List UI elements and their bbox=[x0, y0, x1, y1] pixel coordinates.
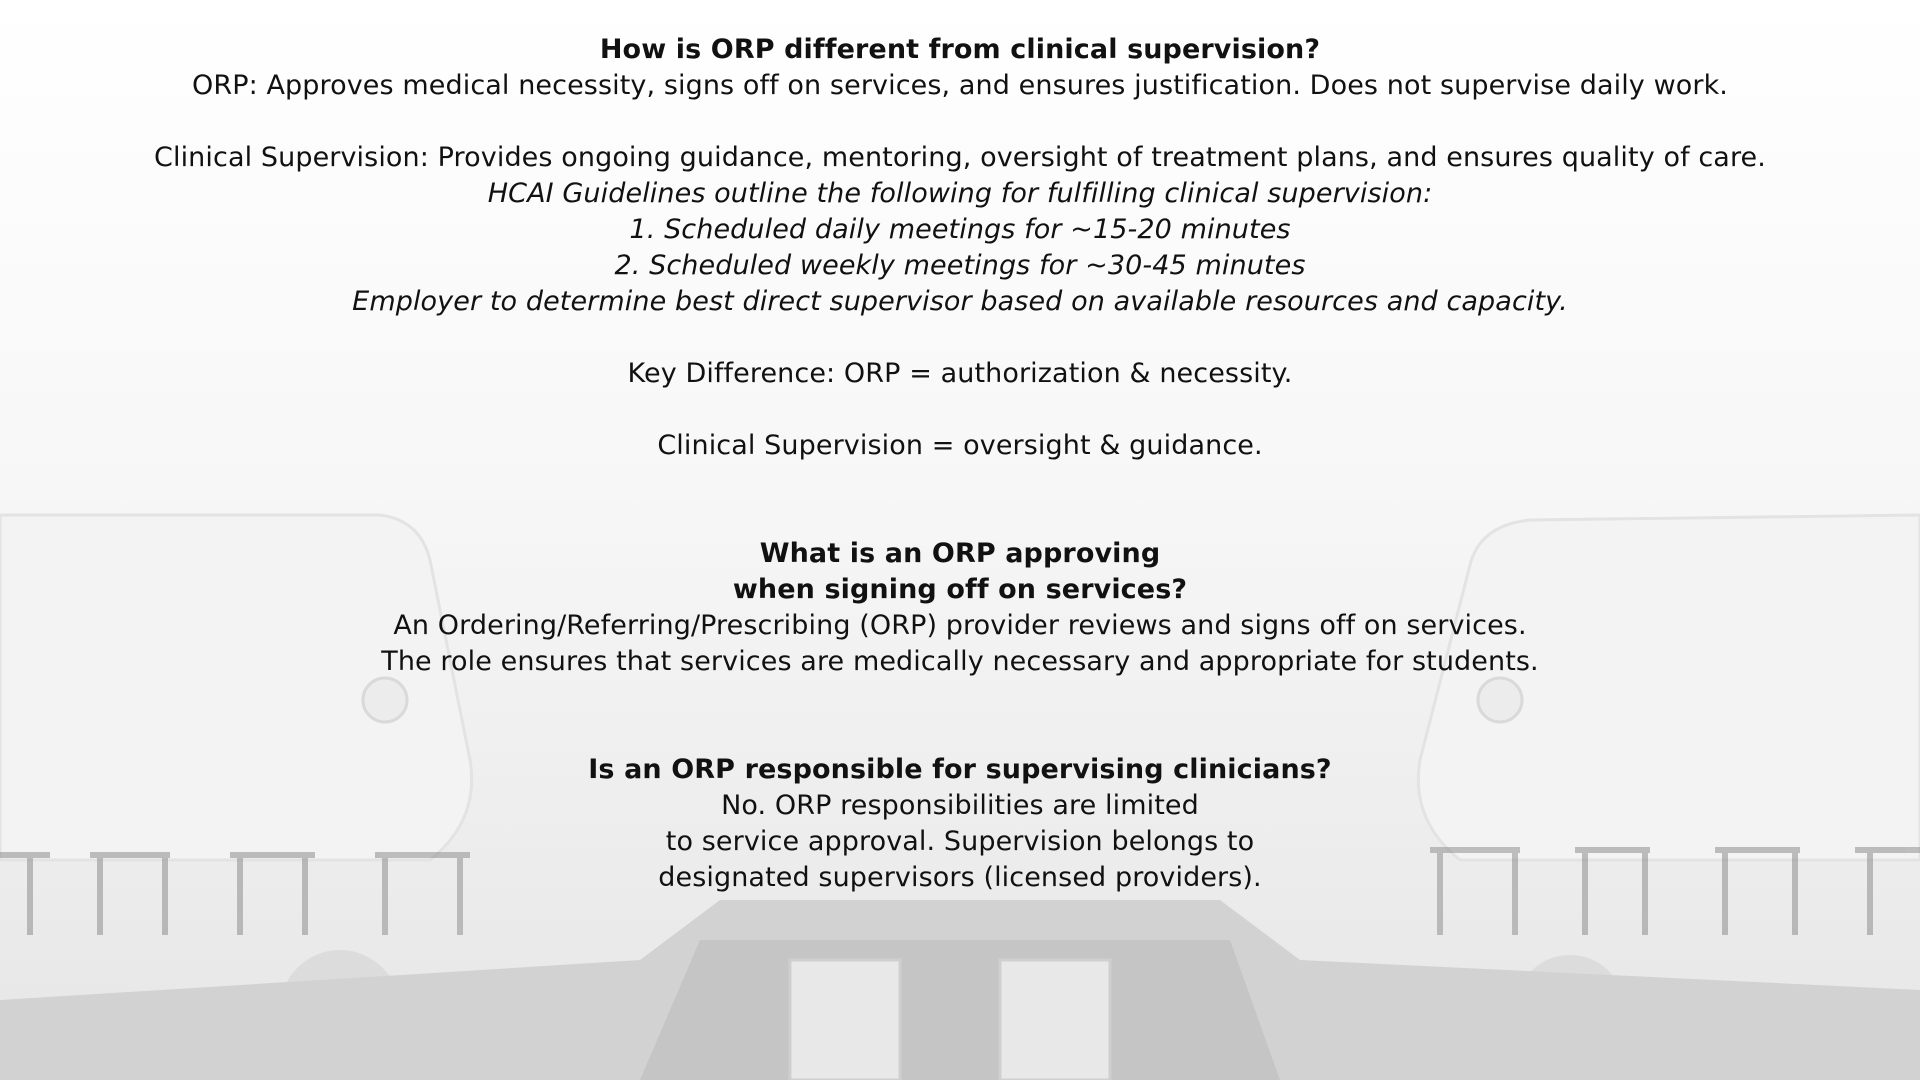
orp-definition-line: ORP: Approves medical necessity, signs off on services, and ensures justification. Does not supervise daily work. bbox=[191, 70, 1728, 101]
section-heading-orp-approving-line-1: What is an ORP approving bbox=[759, 538, 1161, 569]
clinical-supervision-definition-line: Clinical Supervision: Provides ongoing guidance, mentoring, oversight of treatment plans, and ensures quality of care. bbox=[154, 142, 1766, 173]
section-heading-orp-approving-line-2: when signing off on services? bbox=[732, 574, 1188, 605]
guideline-item-2: 2. Scheduled weekly meetings for ~30-45 minutes bbox=[614, 250, 1306, 281]
orp-responsible-body-line-3: designated supervisors (licensed providers). bbox=[658, 862, 1262, 893]
clinical-supervision-summary-line: Clinical Supervision = oversight & guidance. bbox=[657, 430, 1263, 461]
key-difference-line: Key Difference: ORP = authorization & necessity. bbox=[627, 358, 1293, 389]
orp-approving-body-line-2: The role ensures that services are medically necessary and appropriate for students. bbox=[381, 646, 1539, 677]
section-heading-orp-vs-supervision: How is ORP different from clinical supervision? bbox=[599, 34, 1321, 65]
guideline-item-1: 1. Scheduled daily meetings for ~15-20 minutes bbox=[629, 214, 1291, 245]
orp-responsible-body-line-1: No. ORP responsibilities are limited bbox=[721, 790, 1199, 821]
employer-determination-line: Employer to determine best direct supervisor based on available resources and capacity. bbox=[352, 286, 1568, 317]
hcai-guidelines-intro: HCAI Guidelines outline the following for fulfilling clinical supervision: bbox=[487, 178, 1433, 209]
section-heading-orp-responsible: Is an ORP responsible for supervising clinicians? bbox=[588, 754, 1332, 785]
orp-approving-body-line-1: An Ordering/Referring/Prescribing (ORP) provider reviews and signs off on services. bbox=[393, 610, 1527, 641]
orp-responsible-body-line-2: to service approval. Supervision belongs to bbox=[665, 826, 1255, 857]
